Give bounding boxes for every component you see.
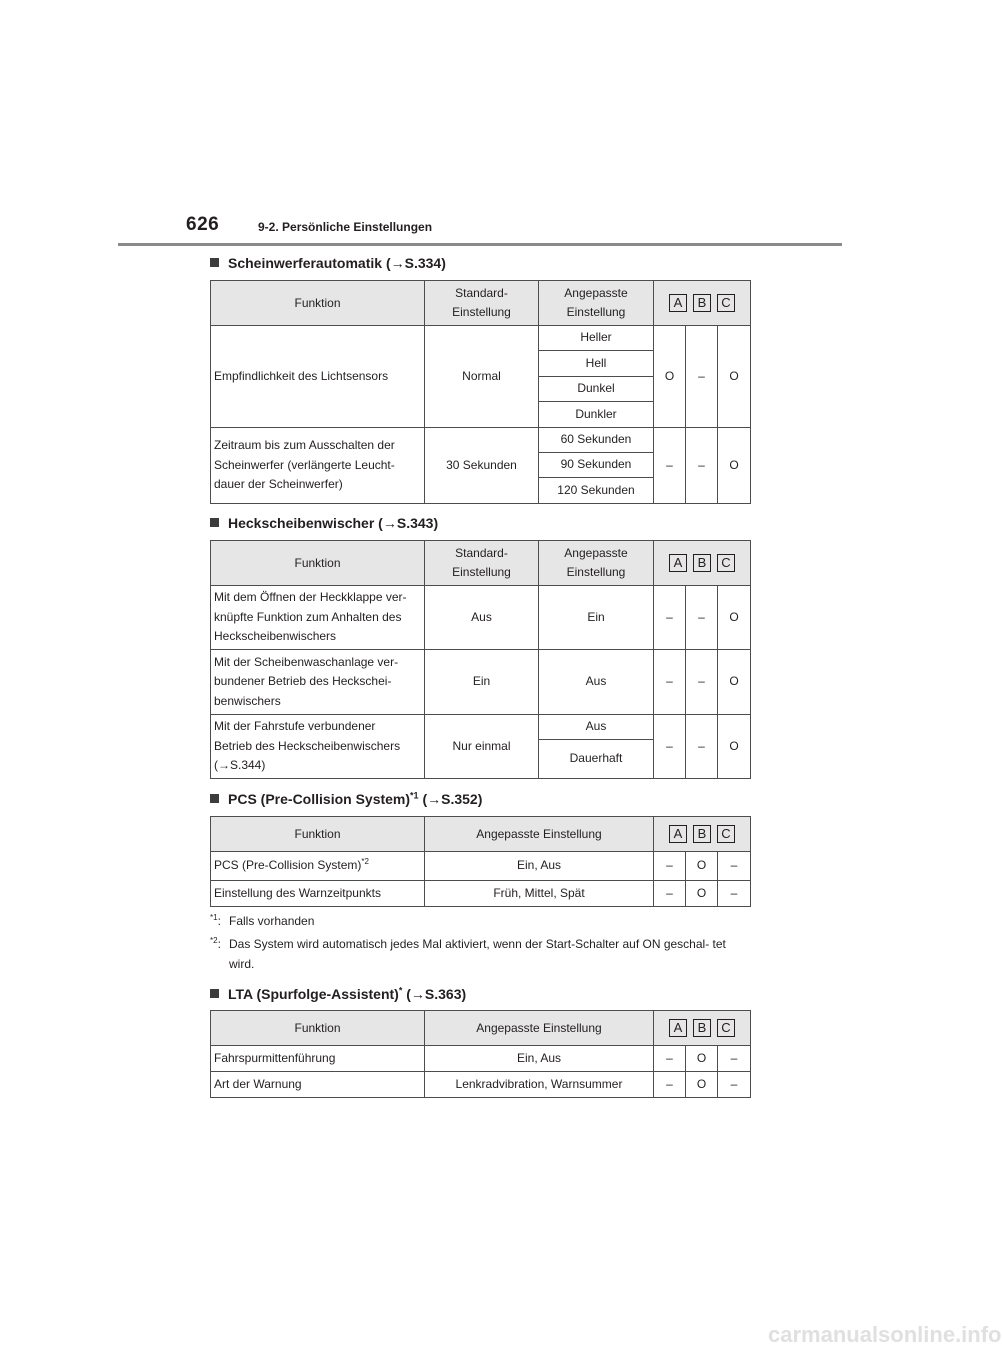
table-pcs	[210, 816, 751, 907]
col-angepasst: Angepasste Einstellung	[425, 1011, 654, 1046]
table-row	[211, 715, 751, 740]
table-scheinwerferautomatik	[210, 280, 751, 504]
cell-c: O	[718, 428, 751, 504]
cell-funktion: Einstellung des Warnzeitpunkts	[211, 881, 425, 907]
section-heading-pcs: PCS (Pre-Collision System)$^{*1}$ (→S.352)	[210, 791, 482, 807]
page-number: 626	[186, 214, 220, 235]
cell-standard: Nur einmal	[425, 715, 539, 779]
col-funktion: Funktion	[211, 541, 425, 586]
col-abc	[654, 817, 751, 852]
section-bullet	[210, 989, 219, 998]
cell-standard: Aus	[425, 586, 539, 650]
cell-b: O	[686, 852, 718, 881]
cell-b: –	[686, 586, 718, 650]
cell-a: –	[654, 428, 686, 504]
cell-option: 120 Sekunden	[539, 478, 654, 504]
cell-setting: Ein, Aus	[425, 852, 654, 881]
abc-label-b: B	[693, 554, 711, 572]
table-row	[211, 881, 751, 907]
cell-funktion: PCS (Pre-Collision System)$^{*2}$	[211, 852, 425, 881]
cell-setting: Lenkradvibration, Warnsummer	[425, 1072, 654, 1098]
cell-funktion: Mit der Fahrstufe verbundener Betrieb des Heckscheibenwischers (→S.344)	[211, 715, 425, 779]
table-row	[211, 1046, 751, 1072]
header-rule	[118, 243, 842, 246]
cell-funktion: Fahrspurmittenführung	[211, 1046, 425, 1072]
cell-a: –	[654, 715, 686, 779]
abc-label-c: C	[717, 1019, 735, 1037]
cell-option: Ein	[539, 586, 654, 650]
table-row	[211, 586, 751, 650]
chapter-title: 9-2. Persönliche Einstellungen	[258, 220, 433, 234]
col-angepasst: Angepasste Einstellung	[539, 281, 654, 326]
abc-label-a: A	[669, 294, 687, 312]
col-abc	[654, 541, 751, 586]
cell-b: O	[686, 1046, 718, 1072]
col-funktion: Funktion	[211, 1011, 425, 1046]
abc-label-c: C	[717, 825, 735, 843]
col-angepasst: Angepasste Einstellung	[539, 541, 654, 586]
cell-c: O	[718, 586, 751, 650]
cell-a: O	[654, 326, 686, 428]
table-row	[211, 650, 751, 715]
abc-label-b: B	[693, 294, 711, 312]
abc-label-b: B	[693, 825, 711, 843]
cell-option: 90 Sekunden	[539, 453, 654, 478]
col-abc	[654, 1011, 751, 1046]
cell-a: –	[654, 852, 686, 881]
footnote-1: $^{*1}$: Falls vorhanden	[210, 913, 315, 928]
col-abc	[654, 281, 751, 326]
col-angepasst: Angepasste Einstellung	[425, 817, 654, 852]
cell-option: 60 Sekunden	[539, 428, 654, 453]
footnote-2: $^{*2}$: Das System wird automatisch jedes Mal aktiviert, wenn der Start-Schalter auf ON geschal- tet wird.	[210, 936, 726, 971]
section-heading-heckscheibenwischer: Heckscheibenwischer (→S.343)	[210, 515, 438, 531]
cell-funktion: Empfindlichkeit des Lichtsensors	[211, 326, 425, 428]
abc-label-c: C	[717, 554, 735, 572]
cell-a: –	[654, 1072, 686, 1098]
cell-standard: Normal	[425, 326, 539, 428]
col-funktion: Funktion	[211, 817, 425, 852]
cell-option: Dauerhaft	[539, 740, 654, 779]
cell-option: Aus	[539, 715, 654, 740]
cell-c: –	[718, 1072, 751, 1098]
cell-b: O	[686, 881, 718, 907]
watermark: carmanualsonline.info	[768, 1322, 1002, 1347]
section-bullet	[210, 518, 219, 527]
cell-a: –	[654, 1046, 686, 1072]
abc-label-b: B	[693, 1019, 711, 1037]
cell-b: –	[686, 715, 718, 779]
cell-standard: Ein	[425, 650, 539, 715]
cell-a: –	[654, 881, 686, 907]
table-lta	[210, 1010, 751, 1098]
cell-c: –	[718, 881, 751, 907]
cell-option: Heller	[539, 326, 654, 351]
cell-option: Hell	[539, 351, 654, 377]
cell-funktion: Zeitraum bis zum Ausschalten der Scheinwerfer (verlängerte Leucht- dauer der Scheinwerfer)	[211, 428, 425, 504]
cell-setting: Früh, Mittel, Spät	[425, 881, 654, 907]
cell-a: –	[654, 586, 686, 650]
abc-label-c: C	[717, 294, 735, 312]
cell-b: –	[686, 326, 718, 428]
abc-label-a: A	[669, 554, 687, 572]
cell-funktion: Art der Warnung	[211, 1072, 425, 1098]
table-row	[211, 326, 751, 351]
abc-label-a: A	[669, 825, 687, 843]
cell-b: –	[686, 650, 718, 715]
cell-b: O	[686, 1072, 718, 1098]
cell-c: –	[718, 852, 751, 881]
cell-c: O	[718, 715, 751, 779]
cell-c: –	[718, 1046, 751, 1072]
abc-label-a: A	[669, 1019, 687, 1037]
cell-option: Dunkler	[539, 402, 654, 428]
section-bullet	[210, 794, 219, 803]
cell-b: –	[686, 428, 718, 504]
cell-option: Dunkel	[539, 377, 654, 402]
table-heckscheibenwischer	[210, 540, 751, 779]
cell-standard: 30 Sekunden	[425, 428, 539, 504]
table-row	[211, 852, 751, 881]
section-bullet	[210, 258, 219, 267]
cell-c: O	[718, 326, 751, 428]
col-funktion: Funktion	[211, 281, 425, 326]
cell-funktion: Mit der Scheibenwaschanlage ver- bundener Betrieb des Heckschei- benwischers	[211, 650, 425, 715]
cell-c: O	[718, 650, 751, 715]
cell-setting: Ein, Aus	[425, 1046, 654, 1072]
section-heading-scheinwerferautomatik: Scheinwerferautomatik (→S.334)	[210, 255, 446, 271]
cell-a: –	[654, 650, 686, 715]
cell-funktion: Mit dem Öffnen der Heckklappe ver- knüpfte Funktion zum Anhalten des Heckscheibenwischers	[211, 586, 425, 650]
table-row	[211, 1072, 751, 1098]
table-row	[211, 428, 751, 453]
col-standard: Standard- Einstellung	[425, 541, 539, 586]
section-heading-lta: LTA (Spurfolge-Assistent)* (→S.363)	[210, 986, 466, 1002]
col-standard: Standard- Einstellung	[425, 281, 539, 326]
cell-option: Aus	[539, 650, 654, 715]
